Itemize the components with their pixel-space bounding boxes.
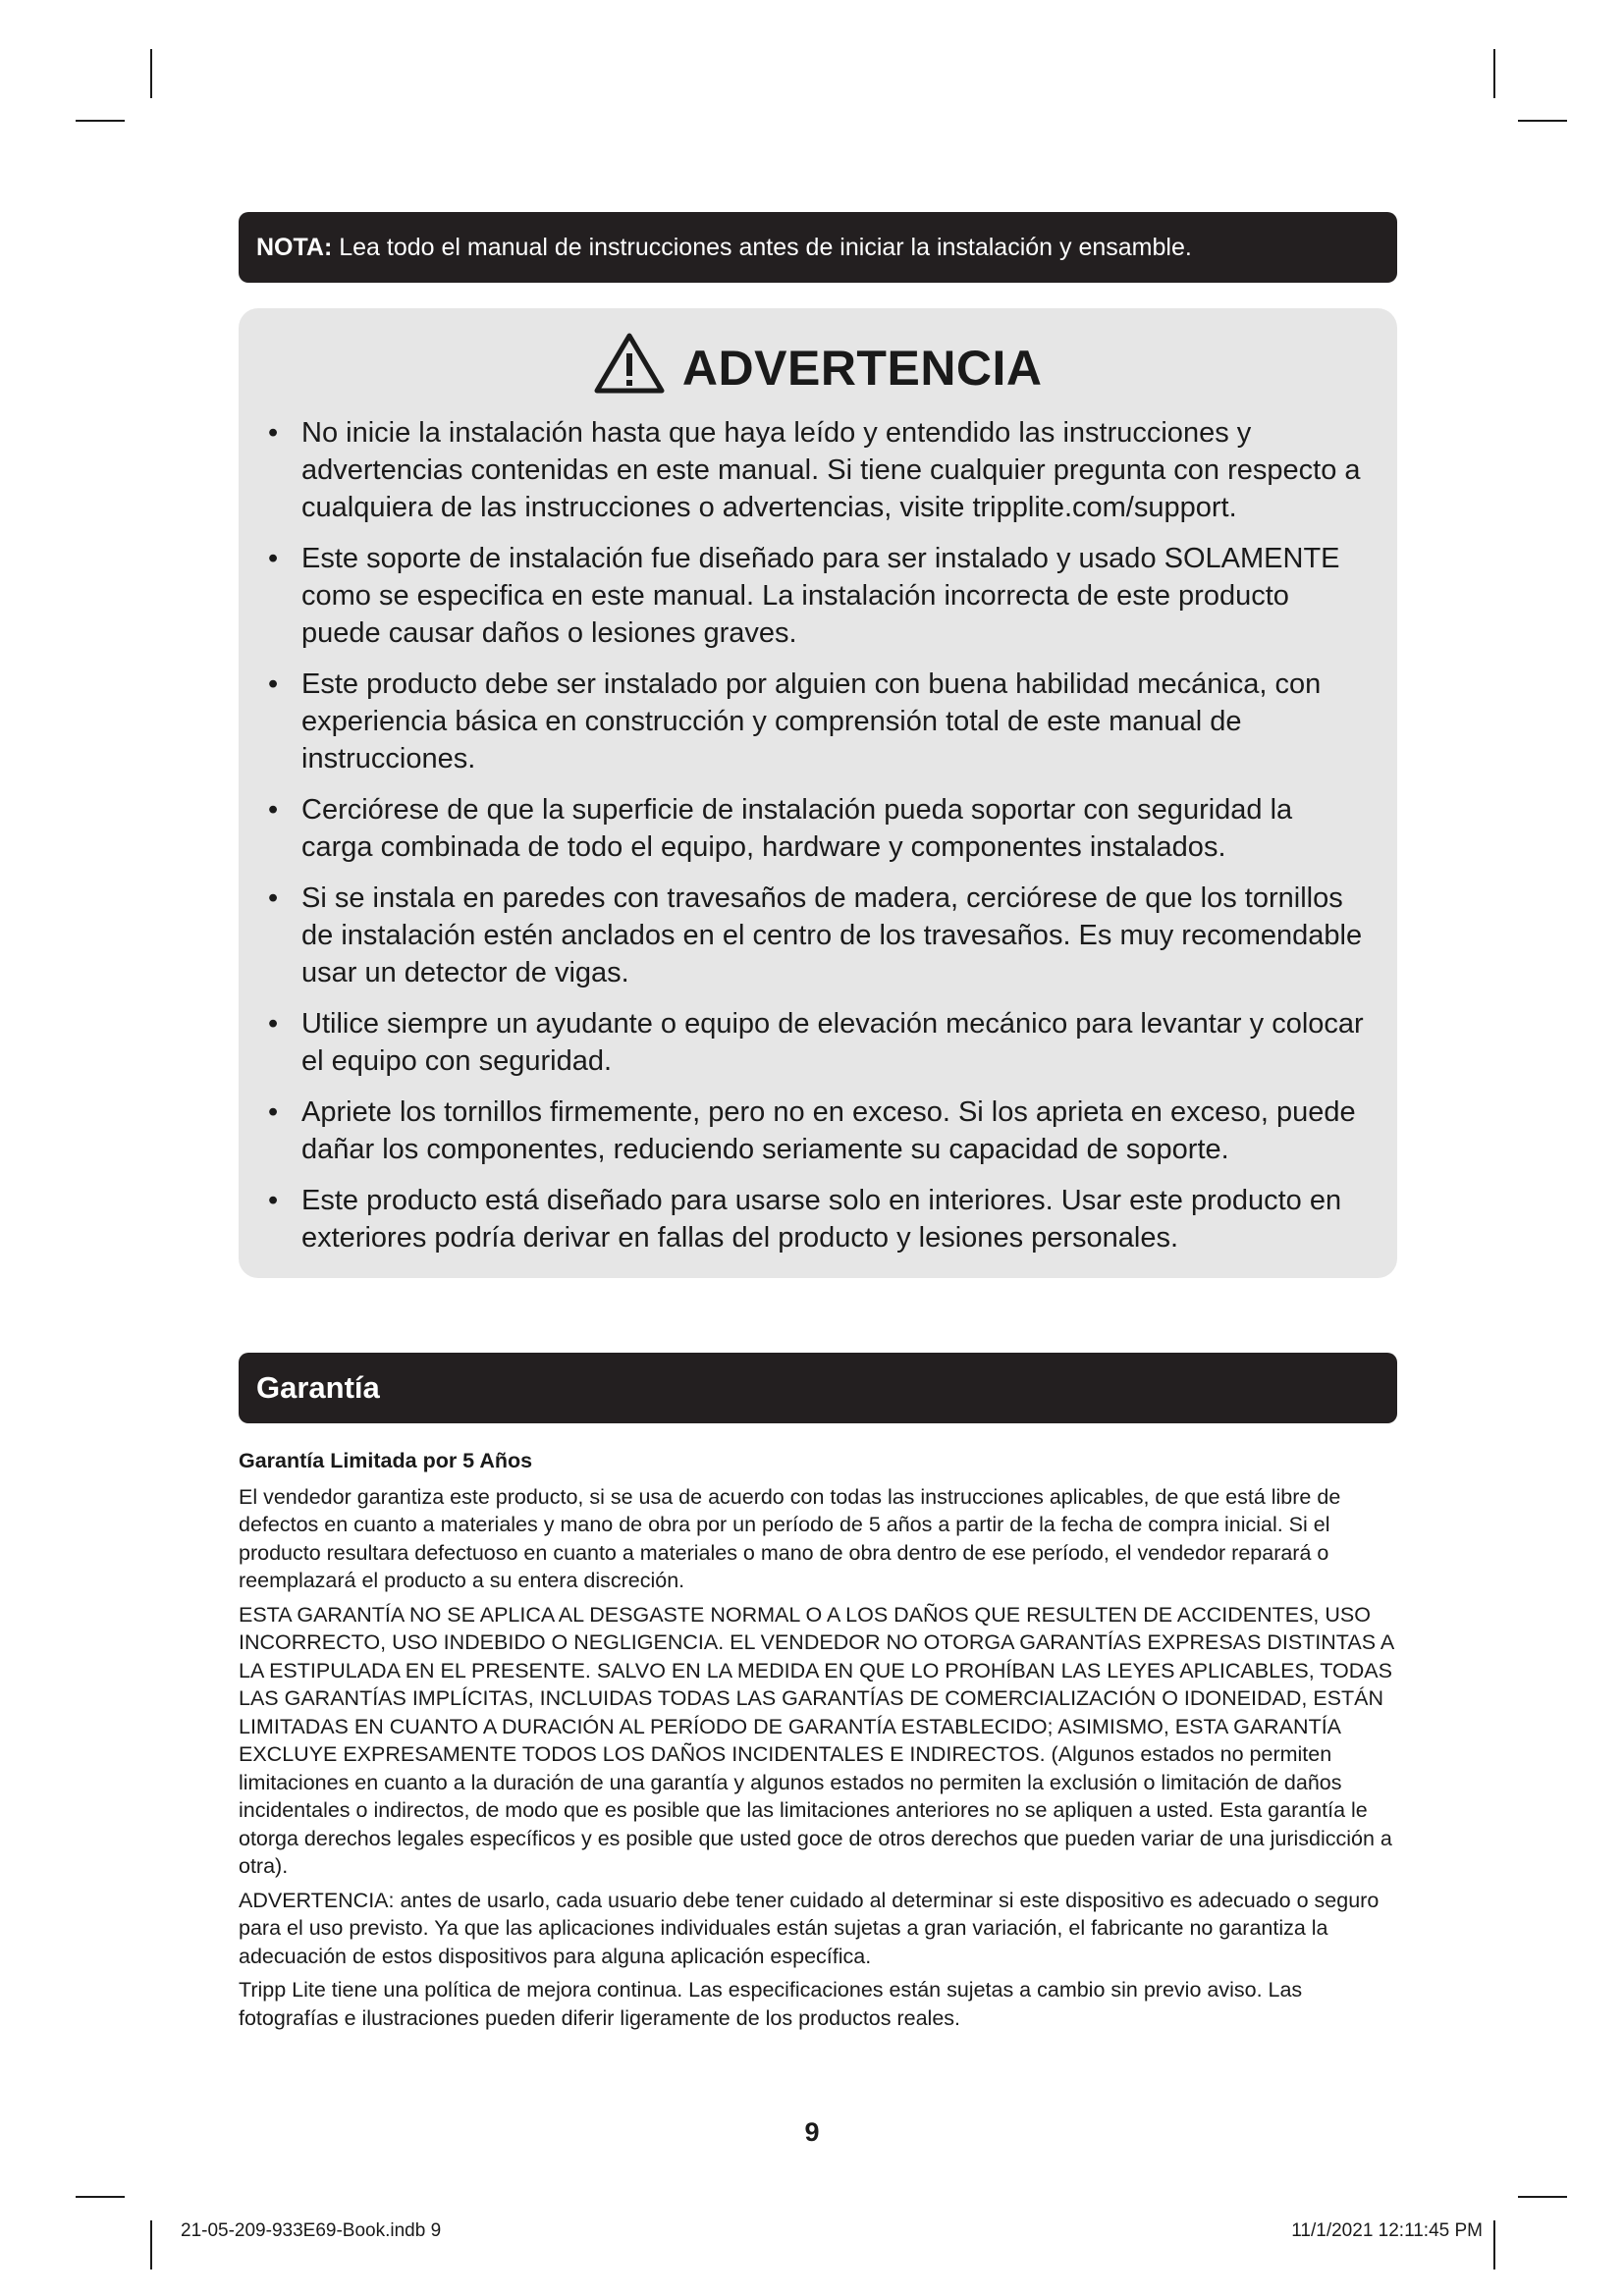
nota-label: NOTA: (256, 234, 333, 261)
warning-item: • Este soporte de instalación fue diseñado para ser instalado y usado SOLAMENTE como se especifica en este manual. La instalación incorrecta de este producto puede causar daños o lesiones graves. (268, 540, 1368, 652)
warning-triangle-icon (593, 331, 666, 396)
warranty-paragraph: ESTA GARANTÍA NO SE APLICA AL DESGASTE NORMAL O A LOS DAÑOS QUE RESULTEN DE ACCIDENTES, USO INCORRECTO, USO INDEBIDO O NEGLIGENCIA. EL VENDEDOR NO OTORGA GARANTÍAS EXPRESAS DISTINTAS A LA ESTIPULADA EN EL PRESENTE. SALVO EN LA MEDIDA EN QUE LO PROHÍBAN LAS LEYES APLICABLES, TODAS LAS GARANTÍAS IMPLÍCITAS, INCLUIDAS TODAS LAS GARANTÍAS DE COMERCIALIZACIÓN O IDONEIDAD, ESTÁN LIMITADAS EN CUANTO A DURACIÓN AL PERÍODO DE GARANTÍA ESTABLECIDO; ASIMISMO, ESTA GARANTÍA EXCLUYE EXPRESAMENTE TODOS LOS DAÑOS INCIDENTALES E INDIRECTOS. (Algunos estados no permiten limitaciones en cuanto a la duración de una garantía y algunos estados no permiten la exclusión o limitación de daños incidentales o indirectos, de modo que es posible que las limitaciones anteriores no se apliquen a usted. Esta garantía le otorga derechos legales específicos y es posible que usted goce de otros derechos que pueden variar de una jurisdicción a otra). (239, 1602, 1393, 1878)
warranty-heading: Garantía (256, 1370, 380, 1405)
warning-header (239, 334, 1397, 402)
warning-item: • Si se instala en paredes con travesaños de madera, cerciórese de que los tornillos de instalación estén anclados en el centro de los travesaños. Es muy recomendable usar un detector de vigas. (268, 880, 1368, 991)
nota-bar (239, 212, 1397, 283)
crop-mark-bottom-left-vertical (150, 2220, 152, 2269)
warning-item: • Apriete los tornillos firmemente, pero no en exceso. Si los aprieta en exceso, puede dañar los componentes, reduciendo seriamente su capacidad de soporte. (268, 1094, 1368, 1168)
crop-mark-bottom-left-horizontal (76, 2196, 125, 2198)
warning-item: • Cerciórese de que la superficie de instalación pueda soportar con seguridad la carga combinada de todo el equipo, hardware y componentes instalados. (268, 791, 1368, 866)
crop-mark-bottom-right-vertical (1493, 2220, 1495, 2269)
warning-title: ADVERTENCIA (681, 341, 1043, 396)
warranty-paragraph: Tripp Lite tiene una política de mejora continua. Las especificaciones están sujetas a cambio sin previo aviso. Las fotografías e ilustraciones pueden diferir ligeramente de los productos reales. (239, 1978, 1303, 2030)
warning-item: • Utilice siempre un ayudante o equipo de elevación mecánico para levantar y colocar el equipo con seguridad. (268, 1005, 1368, 1080)
crop-mark-bottom-right-horizontal (1518, 2196, 1567, 2198)
warning-item: • No inicie la instalación hasta que haya leído y entendido las instrucciones y advertencias contenidas en este manual. Si tiene cualquier pregunta con respecto a cualquiera de las instrucciones o advertencias, visite tripplite.com/support. (268, 414, 1368, 526)
footer-file-info: 21-05-209-933E69-Book.indb 9 (181, 2220, 442, 2241)
crop-mark-top-right-horizontal (1518, 120, 1567, 122)
warning-box (239, 308, 1397, 1278)
warning-item: • Este producto está diseñado para usarse solo en interiores. Usar este producto en exteriores podría derivar en fallas del producto y lesiones personales. (268, 1182, 1368, 1256)
crop-mark-top-left-vertical (150, 49, 152, 98)
warranty-paragraph: El vendedor garantiza este producto, si se usa de acuerdo con todas las instrucciones aplicables, de que está libre de defectos en cuanto a materiales y mano de obra por un período de 5 años a partir de la fecha de compra inicial. Si el producto resultara defectuoso en cuanto a materiales o mano de obra dentro de ese período, el vendedor reparará o reemplazará el producto a su entera discreción. (239, 1484, 1341, 1592)
warning-list (268, 414, 1368, 1270)
footer-timestamp: 11/1/2021 12:11:45 PM (1291, 2220, 1483, 2241)
warranty-subheading: Garantía Limitada por 5 Años (239, 1449, 533, 1472)
crop-mark-top-right-vertical (1493, 49, 1495, 98)
nota-text: Lea todo el manual de instrucciones antes de iniciar la instalación y ensamble. (332, 234, 1192, 261)
page-number: 9 (804, 2117, 820, 2147)
warranty-body (239, 1447, 1397, 2038)
warning-item: • Este producto debe ser instalado por alguien con buena habilidad mecánica, con experiencia básica en construcción y comprensión total de este manual de instrucciones. (268, 666, 1368, 777)
warranty-paragraph: ADVERTENCIA: antes de usarlo, cada usuario debe tener cuidado al determinar si este dispositivo es adecuado o seguro para el uso previsto. Ya que las aplicaciones individuales están sujetas a gran variación, el fabricante no garantiza la adecuación de estos dispositivos para alguna aplicación específica. (239, 1888, 1380, 1968)
crop-mark-top-left-horizontal (76, 120, 125, 122)
warranty-heading-bar (239, 1353, 1397, 1423)
